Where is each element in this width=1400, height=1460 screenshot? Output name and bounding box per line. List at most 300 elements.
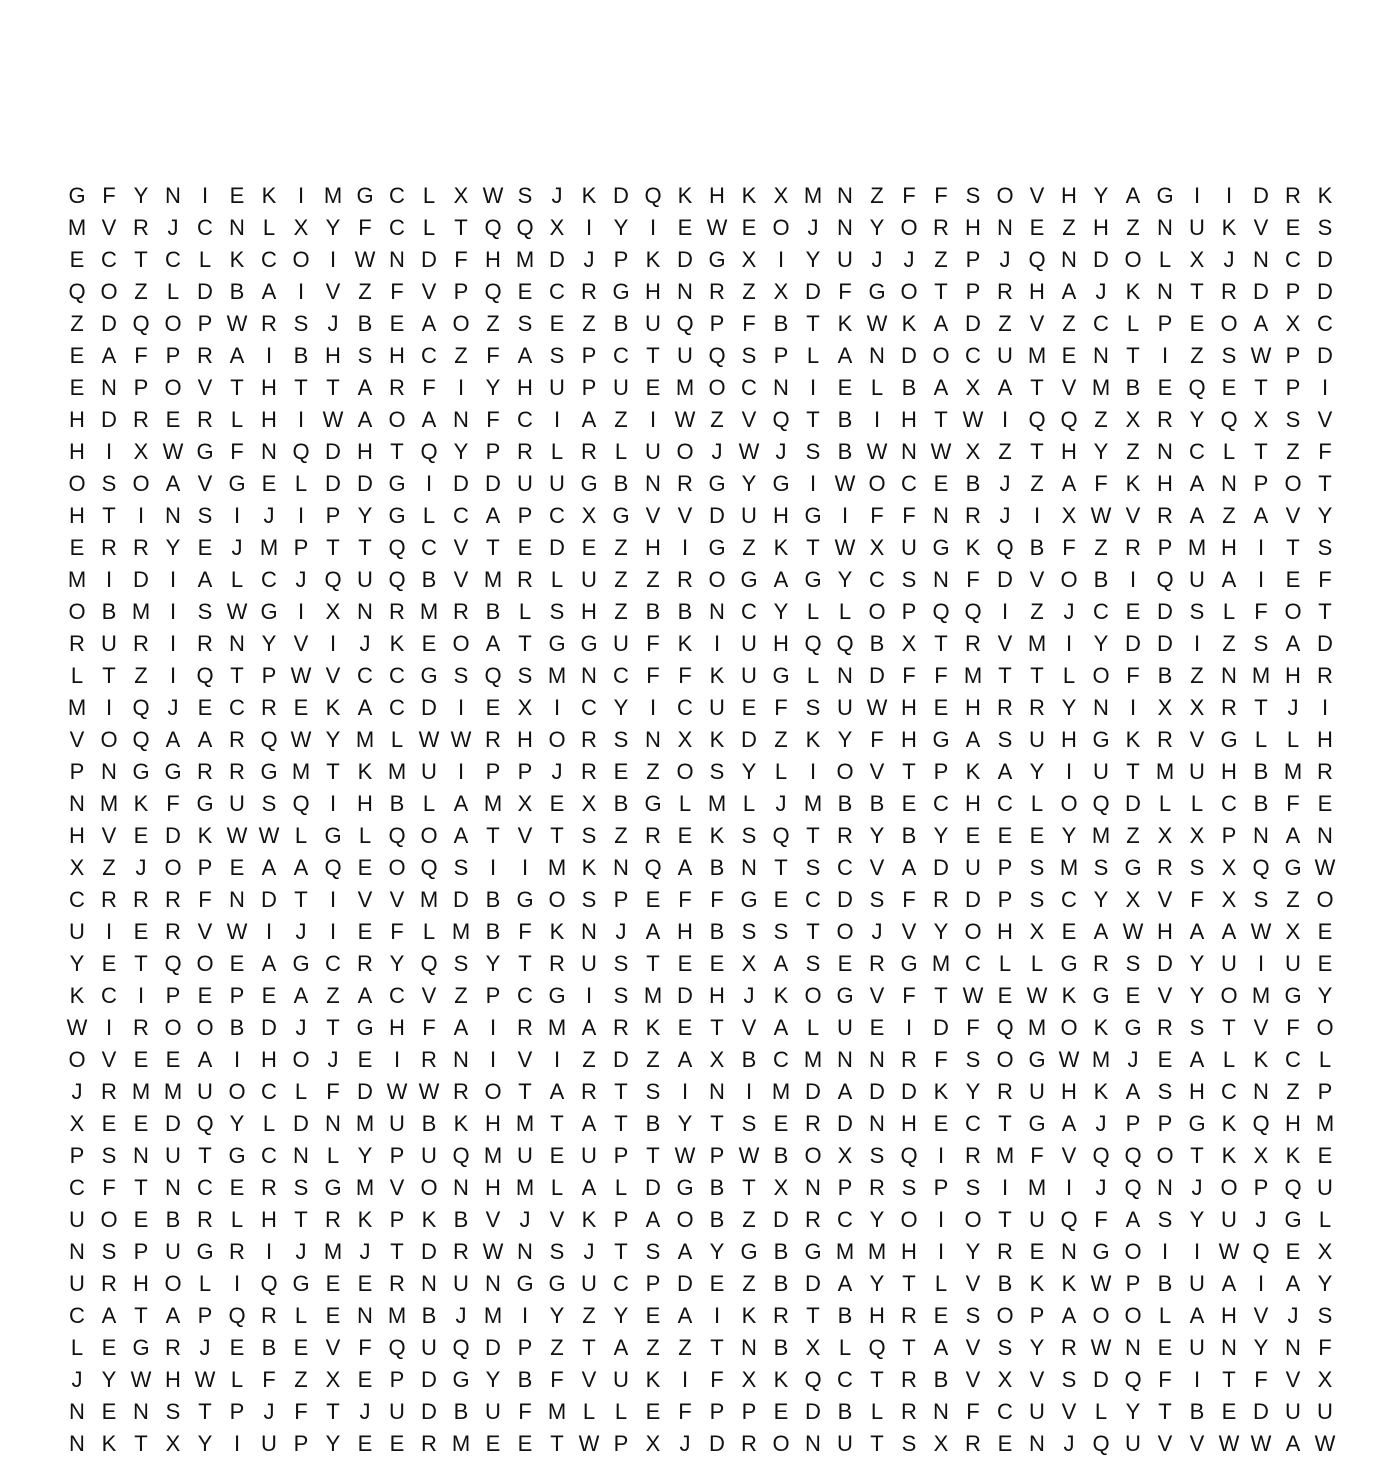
- letter-cell: W: [1122, 919, 1144, 944]
- letter-cell: W: [290, 663, 312, 688]
- letter-cell: G: [1156, 183, 1174, 208]
- letter-cell: S: [517, 183, 533, 208]
- letter-cell: H: [1093, 215, 1109, 240]
- letter-cell: S: [1285, 407, 1301, 432]
- letter-cell: T: [1190, 1143, 1204, 1168]
- letter-cell: V: [293, 631, 309, 656]
- letter-cell: L: [614, 439, 628, 464]
- letter-cell: T: [198, 1399, 212, 1424]
- letter-cell: M: [483, 567, 503, 592]
- letter-cell: E: [613, 759, 629, 784]
- letter-cell: R: [197, 407, 213, 432]
- letter-cell: Y: [741, 759, 757, 784]
- letter-cell: S: [261, 791, 277, 816]
- letter-cell: E: [1029, 1239, 1045, 1264]
- letter-cell: X: [1221, 887, 1237, 912]
- letter-cell: Z: [710, 407, 724, 432]
- letter-cell: O: [68, 1047, 86, 1072]
- letter-cell: P: [613, 887, 629, 912]
- letter-cell: G: [548, 983, 566, 1008]
- letter-cell: I: [489, 1047, 497, 1072]
- letter-cell: C: [997, 1399, 1013, 1424]
- letter-cell: M: [771, 1079, 791, 1104]
- letter-cell: T: [902, 759, 916, 784]
- letter-cell: Q: [388, 823, 406, 848]
- letter-cell: R: [1157, 407, 1173, 432]
- letter-cell: L: [806, 663, 820, 688]
- letter-cell: U: [837, 1015, 853, 1040]
- letter-cell: B: [485, 599, 501, 624]
- letter-cell: B: [741, 1047, 757, 1072]
- letter-cell: S: [1029, 887, 1045, 912]
- letter-cell: O: [548, 887, 566, 912]
- letter-cell: D: [837, 887, 853, 912]
- letter-cell: O: [452, 311, 470, 336]
- letter-cell: R: [773, 1303, 789, 1328]
- letter-cell: Y: [357, 503, 373, 528]
- letter-cell: Q: [1124, 1175, 1142, 1200]
- letter-cell: I: [1321, 695, 1329, 720]
- letter-cell: P: [1221, 823, 1237, 848]
- letter-cell: C: [421, 535, 437, 560]
- letter-cell: K: [837, 311, 853, 336]
- letter-cell: T: [550, 1111, 564, 1136]
- letter-cell: B: [965, 471, 981, 496]
- letter-cell: O: [996, 183, 1014, 208]
- letter-cell: G: [1092, 727, 1110, 752]
- letter-cell: I: [1257, 535, 1265, 560]
- letter-cell: V: [549, 1207, 565, 1232]
- letter-cell: X: [1061, 503, 1077, 528]
- letter-cell: Q: [804, 631, 822, 656]
- letter-cell: I: [1001, 1175, 1009, 1200]
- letter-cell: I: [553, 407, 561, 432]
- letter-cell: K: [965, 535, 981, 560]
- letter-cell: D: [869, 663, 885, 688]
- grid-row: [61, 276, 1341, 308]
- letter-cell: A: [293, 983, 309, 1008]
- letter-cell: F: [390, 279, 404, 304]
- letter-cell: A: [485, 503, 501, 528]
- letter-cell: W: [1250, 343, 1272, 368]
- letter-cell: B: [421, 567, 437, 592]
- letter-cell: T: [550, 1431, 564, 1456]
- letter-cell: D: [677, 1271, 693, 1296]
- letter-cell: R: [133, 631, 149, 656]
- letter-cell: F: [1190, 887, 1204, 912]
- letter-cell: E: [709, 951, 725, 976]
- letter-cell: X: [293, 215, 309, 240]
- letter-cell: A: [1221, 1271, 1237, 1296]
- letter-cell: G: [772, 471, 790, 496]
- letter-cell: D: [1253, 279, 1269, 304]
- letter-cell: E: [69, 375, 85, 400]
- letter-cell: A: [1189, 1303, 1205, 1328]
- letter-cell: A: [837, 1271, 853, 1296]
- letter-cell: E: [773, 1111, 789, 1136]
- letter-cell: I: [233, 1431, 241, 1456]
- letter-cell: G: [132, 759, 150, 784]
- letter-cell: G: [772, 663, 790, 688]
- letter-cell: V: [485, 1207, 501, 1232]
- letter-cell: O: [676, 759, 694, 784]
- letter-cell: M: [291, 759, 311, 784]
- letter-cell: O: [772, 215, 790, 240]
- letter-cell: E: [101, 951, 117, 976]
- letter-cell: J: [71, 1079, 83, 1104]
- letter-cell: S: [645, 1239, 661, 1264]
- letter-cell: A: [261, 855, 277, 880]
- letter-cell: P: [997, 887, 1013, 912]
- word-search-grid: [61, 180, 1341, 1460]
- letter-cell: B: [645, 599, 661, 624]
- letter-cell: C: [197, 1175, 213, 1200]
- letter-cell: I: [457, 695, 465, 720]
- letter-cell: U: [741, 663, 757, 688]
- letter-cell: Y: [677, 1111, 693, 1136]
- letter-cell: I: [233, 503, 241, 528]
- letter-cell: F: [646, 631, 660, 656]
- letter-cell: B: [485, 919, 501, 944]
- letter-cell: M: [259, 535, 279, 560]
- letter-cell: H: [165, 1367, 181, 1392]
- grid-row: [61, 1076, 1341, 1108]
- letter-cell: V: [1125, 503, 1141, 528]
- letter-cell: D: [485, 471, 501, 496]
- letter-cell: E: [357, 855, 373, 880]
- letter-cell: Z: [1030, 471, 1044, 496]
- grid-row: [61, 1300, 1341, 1332]
- letter-cell: G: [228, 1143, 246, 1168]
- letter-cell: M: [131, 1079, 151, 1104]
- letter-cell: J: [295, 567, 307, 592]
- letter-cell: B: [901, 823, 917, 848]
- letter-cell: W: [1314, 1431, 1336, 1456]
- letter-cell: R: [997, 695, 1013, 720]
- letter-cell: U: [1221, 1207, 1237, 1232]
- letter-cell: C: [229, 695, 245, 720]
- grid-row: [61, 308, 1341, 340]
- letter-cell: O: [1316, 1015, 1334, 1040]
- letter-cell: N: [69, 791, 85, 816]
- letter-cell: U: [581, 567, 597, 592]
- letter-cell: K: [1061, 1271, 1077, 1296]
- letter-cell: T: [774, 855, 788, 880]
- letter-cell: T: [614, 1239, 628, 1264]
- letter-cell: Q: [420, 855, 438, 880]
- letter-cell: F: [486, 343, 500, 368]
- letter-cell: S: [901, 567, 917, 592]
- letter-cell: E: [1125, 599, 1141, 624]
- letter-cell: J: [71, 1367, 83, 1392]
- letter-cell: P: [613, 1207, 629, 1232]
- letter-cell: L: [550, 1175, 564, 1200]
- letter-cell: W: [226, 823, 248, 848]
- letter-cell: D: [773, 1207, 789, 1232]
- letter-cell: M: [1155, 759, 1175, 784]
- letter-cell: B: [453, 1207, 469, 1232]
- letter-cell: N: [677, 279, 693, 304]
- letter-cell: U: [1125, 1431, 1141, 1456]
- letter-cell: K: [1125, 279, 1141, 304]
- letter-cell: C: [1093, 311, 1109, 336]
- letter-cell: G: [868, 279, 886, 304]
- letter-cell: H: [709, 983, 725, 1008]
- letter-cell: Q: [1188, 375, 1206, 400]
- letter-cell: T: [934, 407, 948, 432]
- letter-cell: B: [773, 1143, 789, 1168]
- letter-cell: N: [869, 1047, 885, 1072]
- letter-cell: A: [1285, 631, 1301, 656]
- letter-cell: B: [453, 1399, 469, 1424]
- letter-cell: H: [389, 343, 405, 368]
- letter-cell: F: [678, 1399, 692, 1424]
- letter-cell: B: [1157, 663, 1173, 688]
- letter-cell: I: [329, 631, 337, 656]
- letter-cell: H: [1285, 1111, 1301, 1136]
- letter-cell: Q: [644, 183, 662, 208]
- letter-cell: I: [105, 567, 113, 592]
- letter-cell: D: [965, 887, 981, 912]
- letter-cell: O: [132, 471, 150, 496]
- letter-cell: C: [1221, 791, 1237, 816]
- letter-cell: G: [740, 567, 758, 592]
- letter-cell: M: [1027, 631, 1047, 656]
- letter-cell: G: [1060, 951, 1078, 976]
- letter-cell: Y: [197, 1431, 213, 1456]
- letter-cell: W: [674, 1143, 696, 1168]
- letter-cell: O: [900, 215, 918, 240]
- letter-cell: I: [649, 407, 657, 432]
- letter-cell: I: [489, 1015, 497, 1040]
- letter-cell: F: [1062, 535, 1076, 560]
- letter-cell: S: [1317, 1303, 1333, 1328]
- grid-row: [61, 212, 1341, 244]
- letter-cell: L: [1254, 727, 1268, 752]
- letter-cell: N: [1125, 1335, 1141, 1360]
- letter-cell: B: [901, 375, 917, 400]
- letter-cell: S: [1189, 599, 1205, 624]
- letter-cell: Z: [134, 279, 148, 304]
- letter-cell: T: [1030, 663, 1044, 688]
- letter-cell: N: [453, 407, 469, 432]
- letter-cell: A: [1125, 1207, 1141, 1232]
- letter-cell: T: [934, 279, 948, 304]
- letter-cell: D: [965, 311, 981, 336]
- letter-cell: Q: [1252, 855, 1270, 880]
- letter-cell: E: [229, 1335, 245, 1360]
- letter-cell: P: [453, 279, 469, 304]
- letter-cell: I: [297, 279, 305, 304]
- letter-cell: K: [741, 1303, 757, 1328]
- letter-cell: W: [1090, 503, 1112, 528]
- letter-cell: O: [676, 1207, 694, 1232]
- letter-cell: X: [581, 791, 597, 816]
- letter-cell: G: [1284, 855, 1302, 880]
- letter-cell: L: [1318, 1047, 1332, 1072]
- letter-cell: O: [100, 1207, 118, 1232]
- letter-cell: A: [581, 407, 597, 432]
- letter-cell: P: [517, 1335, 533, 1360]
- letter-cell: W: [866, 695, 888, 720]
- letter-cell: T: [230, 663, 244, 688]
- letter-cell: T: [1254, 375, 1268, 400]
- letter-cell: M: [131, 599, 151, 624]
- letter-cell: Y: [1093, 183, 1109, 208]
- letter-cell: Z: [454, 983, 468, 1008]
- letter-cell: T: [358, 535, 372, 560]
- letter-cell: Z: [678, 1335, 692, 1360]
- letter-cell: G: [516, 887, 534, 912]
- letter-cell: S: [997, 1335, 1013, 1360]
- letter-cell: B: [389, 791, 405, 816]
- letter-cell: C: [837, 1207, 853, 1232]
- letter-cell: F: [966, 1399, 980, 1424]
- letter-cell: Q: [484, 663, 502, 688]
- letter-cell: O: [708, 567, 726, 592]
- letter-cell: U: [581, 1271, 597, 1296]
- letter-cell: L: [774, 759, 788, 784]
- letter-cell: V: [101, 1047, 117, 1072]
- letter-cell: B: [1125, 375, 1141, 400]
- grid-row: [61, 1396, 1341, 1428]
- letter-cell: B: [869, 791, 885, 816]
- letter-cell: J: [999, 247, 1011, 272]
- letter-cell: Q: [1252, 1239, 1270, 1264]
- letter-cell: I: [169, 567, 177, 592]
- letter-cell: Q: [1252, 1111, 1270, 1136]
- letter-cell: P: [389, 1143, 405, 1168]
- letter-cell: A: [101, 1303, 117, 1328]
- letter-cell: O: [164, 311, 182, 336]
- grid-row: [61, 948, 1341, 980]
- letter-cell: M: [515, 1175, 535, 1200]
- letter-cell: C: [261, 567, 277, 592]
- letter-cell: K: [773, 1367, 789, 1392]
- letter-cell: X: [1253, 1143, 1269, 1168]
- letter-cell: L: [262, 215, 276, 240]
- letter-cell: Z: [998, 311, 1012, 336]
- letter-cell: N: [581, 919, 597, 944]
- letter-cell: L: [230, 1367, 244, 1392]
- letter-cell: L: [262, 1111, 276, 1136]
- letter-cell: V: [901, 919, 917, 944]
- letter-cell: M: [803, 1047, 823, 1072]
- letter-cell: O: [388, 855, 406, 880]
- letter-cell: K: [1317, 183, 1333, 208]
- letter-cell: P: [229, 983, 245, 1008]
- letter-cell: K: [1029, 1271, 1045, 1296]
- letter-cell: I: [329, 791, 337, 816]
- letter-cell: G: [708, 535, 726, 560]
- letter-cell: V: [197, 471, 213, 496]
- letter-cell: Y: [229, 1111, 245, 1136]
- letter-cell: U: [613, 375, 629, 400]
- letter-cell: J: [807, 215, 819, 240]
- letter-cell: D: [997, 567, 1013, 592]
- letter-cell: I: [105, 439, 113, 464]
- letter-cell: Q: [164, 951, 182, 976]
- letter-cell: E: [933, 1111, 949, 1136]
- letter-cell: V: [1061, 1399, 1077, 1424]
- letter-cell: S: [709, 759, 725, 784]
- letter-cell: L: [358, 823, 372, 848]
- letter-cell: Y: [485, 1367, 501, 1392]
- letter-cell: X: [1317, 1239, 1333, 1264]
- letter-cell: R: [197, 1207, 213, 1232]
- grid-row: [61, 756, 1341, 788]
- letter-cell: Y: [837, 567, 853, 592]
- letter-cell: U: [837, 1431, 853, 1456]
- letter-cell: P: [933, 759, 949, 784]
- letter-cell: Q: [1124, 1143, 1142, 1168]
- letter-cell: W: [962, 983, 984, 1008]
- letter-cell: L: [550, 567, 564, 592]
- letter-cell: B: [709, 855, 725, 880]
- letter-cell: Q: [772, 407, 790, 432]
- letter-cell: Z: [646, 759, 660, 784]
- letter-cell: C: [261, 1143, 277, 1168]
- letter-cell: Y: [389, 951, 405, 976]
- letter-cell: T: [902, 1335, 916, 1360]
- letter-cell: M: [1315, 1111, 1335, 1136]
- letter-cell: E: [933, 695, 949, 720]
- letter-cell: X: [997, 1367, 1013, 1392]
- letter-cell: U: [1189, 1335, 1205, 1360]
- letter-cell: V: [389, 887, 405, 912]
- letter-cell: I: [681, 1079, 689, 1104]
- letter-cell: I: [265, 343, 273, 368]
- letter-cell: Y: [1061, 823, 1077, 848]
- letter-cell: A: [1189, 1047, 1205, 1072]
- letter-cell: P: [933, 1175, 949, 1200]
- letter-cell: K: [773, 535, 789, 560]
- letter-cell: W: [930, 439, 952, 464]
- letter-cell: K: [677, 183, 693, 208]
- letter-cell: W: [418, 727, 440, 752]
- letter-cell: C: [389, 663, 405, 688]
- letter-cell: K: [677, 631, 693, 656]
- letter-cell: Z: [1094, 407, 1108, 432]
- letter-cell: E: [133, 1047, 149, 1072]
- letter-cell: R: [901, 1303, 917, 1328]
- letter-cell: Q: [1220, 407, 1238, 432]
- letter-cell: V: [1029, 311, 1045, 336]
- grid-row: [61, 820, 1341, 852]
- letter-cell: L: [198, 1271, 212, 1296]
- letter-cell: R: [421, 1431, 437, 1456]
- letter-cell: H: [1317, 727, 1333, 752]
- letter-cell: M: [643, 983, 663, 1008]
- letter-cell: F: [1126, 663, 1140, 688]
- letter-cell: T: [518, 631, 532, 656]
- letter-cell: P: [197, 855, 213, 880]
- letter-cell: H: [1061, 183, 1077, 208]
- grid-row: [61, 1140, 1341, 1172]
- letter-cell: N: [741, 855, 757, 880]
- letter-cell: I: [553, 695, 561, 720]
- letter-cell: Z: [646, 567, 660, 592]
- letter-cell: E: [549, 791, 565, 816]
- letter-cell: B: [613, 471, 629, 496]
- letter-cell: E: [933, 471, 949, 496]
- letter-cell: F: [934, 1047, 948, 1072]
- letter-cell: X: [1221, 855, 1237, 880]
- grid-row: [61, 1172, 1341, 1204]
- letter-cell: U: [741, 503, 757, 528]
- letter-cell: S: [805, 695, 821, 720]
- letter-cell: Y: [613, 695, 629, 720]
